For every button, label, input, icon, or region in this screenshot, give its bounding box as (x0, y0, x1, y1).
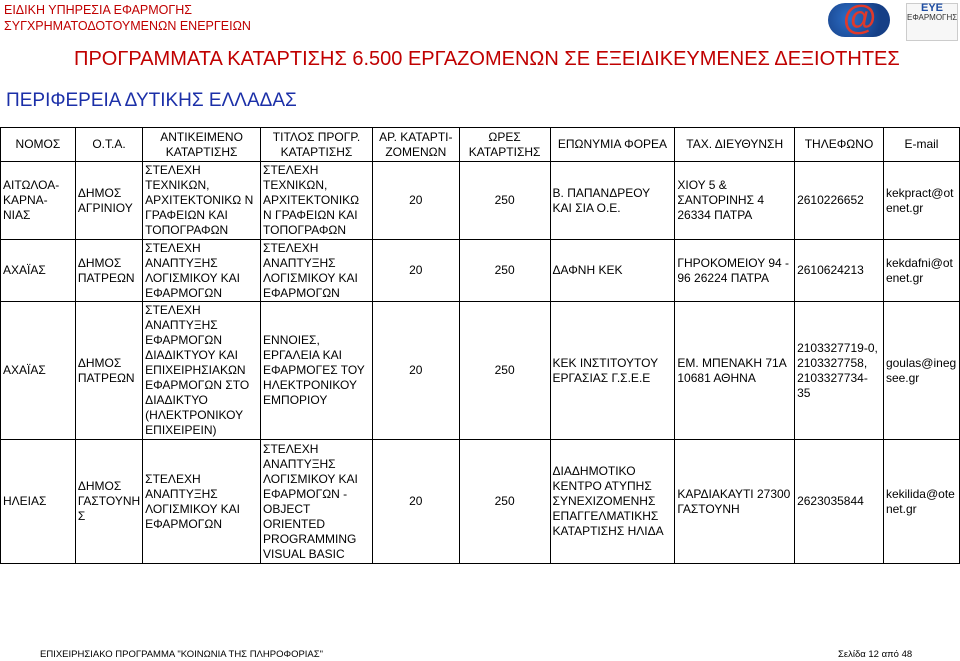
cell-nomos: ΑΧΑΪΑΣ (1, 302, 76, 440)
cell-titlos: ΕΝΝΟΙΕΣ, ΕΡΓΑΛΕΙΑ ΚΑΙ ΕΦΑΡΜΟΓΕΣ ΤΟΥ ΗΛΕΚΤΡΟΝΙΚΟΥ ΕΜΠΟΡΙΟΥ (261, 302, 373, 440)
cell-wres: 250 (459, 302, 550, 440)
table-row (1, 302, 960, 440)
cell-email: kekpract@ot enet.gr (883, 162, 959, 240)
cell-antikeimeno: ΣΤΕΛΕΧΗ ΑΝΑΠΤΥΞΗΣ ΕΦΑΡΜΟΓΩΝ ΔΙΑΔΙΚΤΥΟΥ ΚΑΙ ΕΠΙΧΕΙΡΗΣΙΑΚΩΝ ΕΦΑΡΜΟΓΩΝ ΣΤΟ ΔΙΑΔΙΚΤΥΟ (ΗΛΕΚΤΡΟΝΙΚΟΥ ΕΠΙΧΕΙΡΕΙΝ) (143, 302, 261, 440)
information-society-logo: @ (828, 3, 890, 37)
cell-dieuthinsi: ΚΑΡΔΙΑΚΑΥΤΙ 27300 ΓΑΣΤΟΥΝΗ (675, 440, 795, 564)
col-header-ota: Ο.Τ.Α. (75, 128, 142, 162)
page-title: ΠΡΟΓΡΑΜΜΑΤΑ ΚΑΤΑΡΤΙΣΗΣ 6.500 ΕΡΓΑΖΟΜΕΝΩΝ ΣΕ ΕΞΕΙΔΙΚΕΥΜΕΝΕΣ ΔΕΞΙΟΤΗΤΕΣ (74, 48, 900, 70)
col-header-nomos: ΝΟΜΟΣ (1, 128, 76, 162)
footer-page-number: Σελίδα 12 από 48 (838, 649, 913, 660)
col-header-foreas: ΕΠΩΝΥΜΙΑ ΦΟΡΕΑ (550, 128, 675, 162)
col-header-dieuthinsi: ΤΑΧ. ΔΙΕΥΘΥΝΣΗ (675, 128, 795, 162)
eye-logo (906, 3, 958, 41)
cell-titlos: ΣΤΕΛΕΧΗ ΑΝΑΠΤΥΞΗΣ ΛΟΓΙΣΜΙΚΟΥ ΚΑΙ ΕΦΑΡΜΟΓΩΝ - OBJECT ORIENTED PROGRAMMING VISUAL BASIC (261, 440, 373, 564)
cell-dieuthinsi: ΕΜ. ΜΠΕΝΑΚΗ 71Α 10681 ΑΘΗΝΑ (675, 302, 795, 440)
cell-tilefono: 2610226652 (795, 162, 884, 240)
cell-ota: ΔΗΜΟΣ ΠΑΤΡΕΩΝ (75, 302, 142, 440)
col-header-email: E-mail (883, 128, 959, 162)
table-row (1, 162, 960, 240)
cell-tilefono: 2610624213 (795, 240, 884, 302)
cell-dieuthinsi: ΧΙΟΥ 5 & ΣΑΝΤΟΡΙΝΗΣ 4 26334 ΠΑΤΡΑ (675, 162, 795, 240)
cell-antikeimeno: ΣΤΕΛΕΧΗ ΑΝΑΠΤΥΞΗΣ ΛΟΓΙΣΜΙΚΟΥ ΚΑΙ ΕΦΑΡΜΟΓΩΝ (143, 240, 261, 302)
cell-ar: 20 (372, 240, 459, 302)
cell-tilefono: 2623035844 (795, 440, 884, 564)
eye-logo-title: ΕΥΕ (920, 2, 943, 14)
col-header-tilefono: ΤΗΛΕΦΩΝΟ (795, 128, 884, 162)
eye-logo-caption: ΕΦΑΡΜΟΓΗΣ (907, 13, 958, 22)
col-header-wres: ΩΡΕΣ ΚΑΤΑΡΤΙΣΗΣ (459, 128, 550, 162)
cell-wres: 250 (459, 440, 550, 564)
cell-antikeimeno: ΣΤΕΛΕΧΗ ΤΕΧΝΙΚΩΝ, ΑΡΧΙΤΕΚΤΟΝΙΚΩ Ν ΓΡΑΦΕΙΩΝ ΚΑΙ ΤΟΠΟΓΡΑΦΩΝ (143, 162, 261, 240)
cell-tilefono: 2103327719-0, 2103327758, 2103327734-35 (795, 302, 884, 440)
cell-nomos: ΑΙΤΩΛΟΑ- ΚΑΡΝΑ- ΝΙΑΣ (1, 162, 76, 240)
agency-name-line2: ΣΥΓΧΡΗΜΑΤΟΔΟΤΟΥΜΕΝΩΝ ΕΝΕΡΓΕΙΩΝ (4, 19, 251, 33)
table-row (1, 240, 960, 302)
cell-foreas: ΔΑΦΝΗ ΚΕΚ (550, 240, 675, 302)
cell-titlos: ΣΤΕΛΕΧΗ ΤΕΧΝΙΚΩΝ, ΑΡΧΙΤΕΚΤΟΝΙΚΩ Ν ΓΡΑΦΕΙΩΝ ΚΑΙ ΤΟΠΟΓΡΑΦΩΝ (261, 162, 373, 240)
programs-table (0, 127, 960, 564)
cell-foreas: ΔΙΑΔΗΜΟΤΙΚΟ ΚΕΝΤΡΟ ΑΤΥΠΗΣ ΣΥΝΕΧΙΖΟΜΕΝΗΣ ΕΠΑΓΓΕΛΜΑΤΙΚΗΣ ΚΑΤΑΡΤΙΣΗΣ ΗΛΙΔΑ (550, 440, 675, 564)
cell-email: kekilida@ote net.gr (883, 440, 959, 564)
cell-ar: 20 (372, 302, 459, 440)
col-header-antikeimeno: ΑΝΤΙΚΕΙΜΕΝΟ ΚΑΤΑΡΤΙΣΗΣ (143, 128, 261, 162)
cell-ar: 20 (372, 162, 459, 240)
cell-nomos: ΑΧΑΪΑΣ (1, 240, 76, 302)
cell-wres: 250 (459, 162, 550, 240)
agency-header (4, 2, 251, 34)
cell-ota: ΔΗΜΟΣ ΓΑΣΤΟΥΝΗ Σ (75, 440, 142, 564)
table-row (1, 440, 960, 564)
cell-foreas: Β. ΠΑΠΑΝΔΡΕΟΥ ΚΑΙ ΣΙΑ Ο.Ε. (550, 162, 675, 240)
cell-email: kekdafni@ot enet.gr (883, 240, 959, 302)
cell-antikeimeno: ΣΤΕΛΕΧΗ ΑΝΑΠΤΥΞΗΣ ΛΟΓΙΣΜΙΚΟΥ ΚΑΙ ΕΦΑΡΜΟΓΩΝ (143, 440, 261, 564)
table-header-row (1, 128, 960, 162)
cell-ar: 20 (372, 440, 459, 564)
agency-name-line1: ΕΙΔΙΚΗ ΥΠΗΡΕΣΙΑ ΕΦΑΡΜΟΓΗΣ (4, 3, 193, 17)
footer-program-name: ΕΠΙΧΕΙΡΗΣΙΑΚΟ ΠΡΟΓΡΑΜΜΑ "ΚΟΙΝΩΝΙΑ ΤΗΣ ΠΛΗΡΟΦΟΡΙΑΣ" (40, 649, 324, 660)
cell-ota: ΔΗΜΟΣ ΑΓΡΙΝΙΟΥ (75, 162, 142, 240)
cell-titlos: ΣΤΕΛΕΧΗ ΑΝΑΠΤΥΞΗΣ ΛΟΓΙΣΜΙΚΟΥ ΚΑΙ ΕΦΑΡΜΟΓΩΝ (261, 240, 373, 302)
col-header-ar: ΑΡ. ΚΑΤΑΡΤΙ- ΖΟΜΕΝΩΝ (372, 128, 459, 162)
cell-dieuthinsi: ΓΗΡΟΚΟΜΕΙΟΥ 94 - 96 26224 ΠΑΤΡΑ (675, 240, 795, 302)
cell-nomos: ΗΛΕΙΑΣ (1, 440, 76, 564)
cell-email: goulas@ineg see.gr (883, 302, 959, 440)
col-header-titlos: ΤΙΤΛΟΣ ΠΡΟΓΡ. ΚΑΤΑΡΤΙΣΗΣ (261, 128, 373, 162)
cell-foreas: ΚΕΚ ΙΝΣΤΙΤΟΥΤΟΥ ΕΡΓΑΣΙΑΣ Γ.Σ.Ε.Ε (550, 302, 675, 440)
region-heading: ΠΕΡΙΦΕΡΕΙΑ ΔΥΤΙΚΗΣ ΕΛΛΑΔΑΣ (6, 90, 297, 111)
cell-ota: ΔΗΜΟΣ ΠΑΤΡΕΩΝ (75, 240, 142, 302)
cell-wres: 250 (459, 240, 550, 302)
